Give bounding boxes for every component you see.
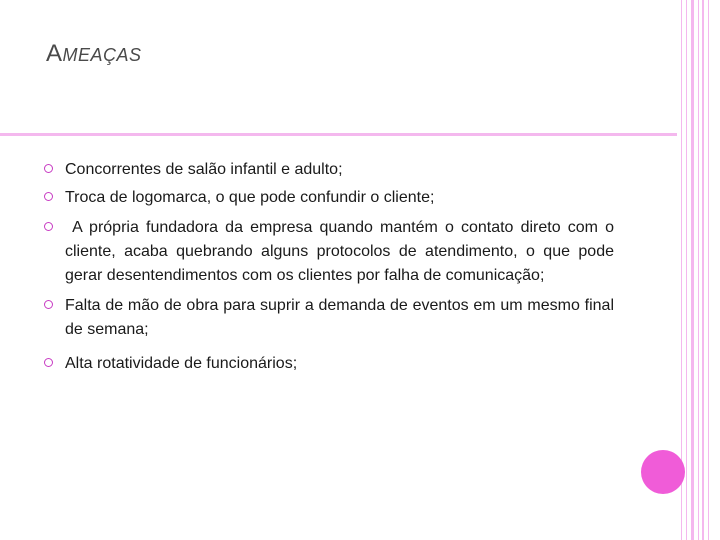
- list-item-text: Concorrentes de salão infantil e adulto;: [65, 161, 343, 178]
- slide-title-rest: MEAÇAS: [62, 45, 142, 65]
- circle-bullet-icon: [44, 192, 53, 201]
- list-item-text: Troca de logomarca, o que pode confundir o cliente;: [65, 189, 435, 206]
- bullet-list: [44, 158, 619, 380]
- list-item-text: Falta de mão de obra para suprir a demanda de eventos em um mesmo final de semana;: [65, 297, 614, 338]
- pink-circle-decoration: [641, 450, 685, 494]
- circle-bullet-icon: [44, 164, 53, 173]
- slide-title-first-letter: A: [46, 40, 63, 67]
- list-item-text: A própria fundadora da empresa quando mantém o contato direto com o cliente, acaba quebrando alguns protocolos de atendimento, o que pode gerar desentendimentos com os clientes por falha de comunicação;: [65, 219, 619, 284]
- list-item: [44, 294, 614, 342]
- circle-bullet-icon: [44, 222, 53, 231]
- list-item: [44, 352, 614, 376]
- list-item-text: Alta rotatividade de funcionários;: [65, 355, 298, 372]
- circle-bullet-icon: [44, 300, 53, 309]
- list-item: [44, 186, 614, 210]
- circle-bullet-icon: [44, 358, 53, 367]
- slide-title: [46, 40, 142, 68]
- list-item: [44, 216, 619, 288]
- right-decorative-lines: [678, 0, 720, 540]
- list-item: [44, 158, 614, 182]
- title-band: [0, 0, 677, 136]
